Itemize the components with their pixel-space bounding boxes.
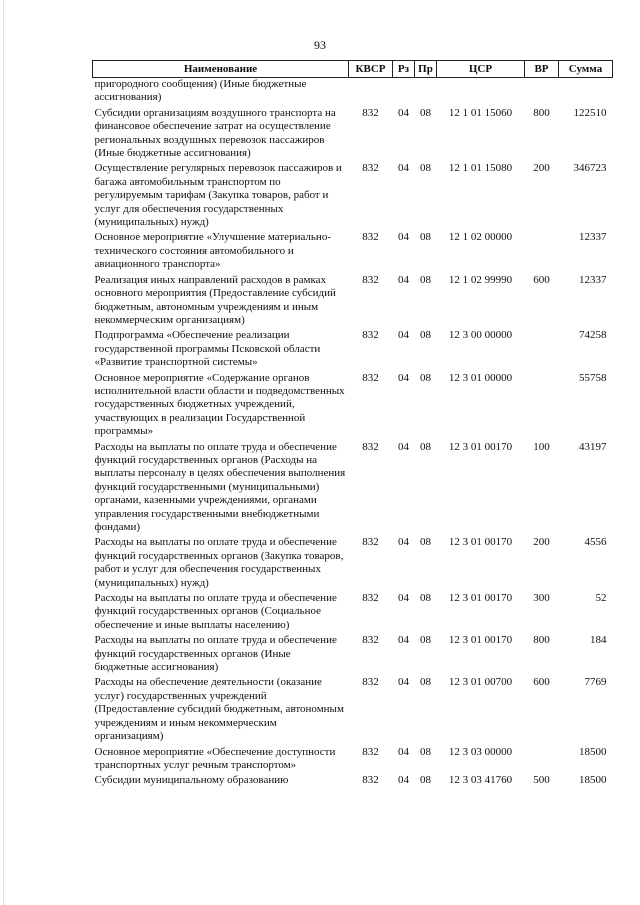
header-kvsr: КВСР: [349, 61, 393, 78]
cell-sum: 18500: [579, 745, 607, 758]
cell-rz: 04: [398, 634, 409, 647]
table-row: [93, 329, 613, 371]
cell-sum: 122510: [573, 106, 607, 119]
cell-vr: 800: [533, 634, 550, 647]
cell-name: пригородного сообщения) (Иные бюджетные ассигнования): [94, 78, 307, 104]
cell-kvsr: 832: [362, 106, 379, 119]
cell-csr: 12 3 01 00170: [448, 536, 513, 549]
cell-vr: [525, 746, 559, 775]
cell-pr: 08: [420, 592, 431, 605]
cell-vr: [525, 231, 559, 273]
table-row: [93, 162, 613, 231]
cell-pr: 08: [420, 106, 431, 119]
cell-pr: 08: [420, 162, 431, 175]
cell-name: Осуществление регулярных перевозок пассажиров и багажа автомобильным транспортом по регулируемым тарифам (Закупка товаров, работ и услуг для обеспечения государственных (муниципальных) нужд): [94, 162, 342, 229]
cell-rz: 04: [398, 231, 409, 244]
cell-pr: 08: [420, 676, 431, 689]
table-row: [93, 536, 613, 592]
cell-pr: 08: [420, 774, 431, 787]
cell-vr: 200: [533, 162, 550, 175]
cell-csr: 12 3 01 00700: [448, 676, 513, 689]
cell-vr: 300: [533, 592, 550, 605]
cell-sum: 74258: [579, 329, 607, 342]
cell-name: Подпрограмма «Обеспечение реализации государственной программы Псковской области «Развитие транспортной системы»: [94, 329, 321, 369]
scan-edge: [3, 0, 5, 905]
table-row: [93, 634, 613, 676]
table-row: [93, 107, 613, 163]
cell-pr: 08: [420, 273, 431, 286]
cell-kvsr: 832: [362, 371, 379, 384]
header-csr: ЦСР: [437, 61, 525, 78]
cell-vr: [525, 78, 559, 107]
cell-rz: 04: [398, 106, 409, 119]
cell-pr: 08: [420, 371, 431, 384]
cell-kvsr: 832: [362, 440, 379, 453]
cell-csr: 12 3 01 00170: [448, 592, 513, 605]
cell-pr: 08: [420, 329, 431, 342]
cell-name: Основное мероприятие «Обеспечение доступности транспортных услуг речным транспортом»: [94, 745, 336, 771]
cell-sum: [559, 78, 613, 107]
header-pr: Пр: [415, 61, 437, 78]
header-name: Наименование: [93, 61, 349, 78]
cell-pr: 08: [420, 745, 431, 758]
cell-sum: 12337: [579, 231, 607, 244]
cell-kvsr: 832: [362, 592, 379, 605]
cell-csr: 12 3 03 41760: [448, 774, 513, 787]
cell-name: Расходы на выплаты по оплате труда и обеспечение функций государственных органов (Расходы на выплаты персоналу в целях обеспечения выполнения функций государственными (муниципальными) органами, казенными учреждениями, органами управления государственными внебюджетными фондами): [94, 440, 346, 533]
cell-sum: 55758: [579, 371, 607, 384]
cell-rz: 04: [398, 329, 409, 342]
cell-vr: [525, 329, 559, 371]
cell-rz: 04: [398, 745, 409, 758]
cell-csr: 12 3 03 00000: [448, 745, 513, 758]
table-row: [93, 746, 613, 775]
cell-vr: [525, 372, 559, 441]
cell-csr: [437, 78, 525, 107]
cell-vr: 100: [533, 440, 550, 453]
cell-sum: 184: [590, 634, 607, 647]
header-rz: Рз: [393, 61, 415, 78]
cell-rz: [393, 78, 415, 107]
cell-vr: 800: [533, 106, 550, 119]
cell-kvsr: 832: [362, 231, 379, 244]
cell-csr: 12 1 02 00000: [448, 231, 513, 244]
cell-rz: 04: [398, 371, 409, 384]
budget-table: [92, 60, 613, 790]
cell-vr: 200: [533, 536, 550, 549]
table-row: [93, 372, 613, 441]
cell-kvsr: 832: [362, 273, 379, 286]
cell-pr: 08: [420, 634, 431, 647]
cell-csr: 12 1 01 15060: [448, 106, 513, 119]
cell-vr: 600: [533, 273, 550, 286]
cell-csr: 12 3 01 00170: [448, 634, 513, 647]
cell-sum: 12337: [579, 273, 607, 286]
cell-vr: 600: [533, 676, 550, 689]
cell-sum: 52: [595, 592, 607, 605]
cell-name: Расходы на выплаты по оплате труда и обеспечение функций государственных органов (Закупка товаров, работ и услуг для обеспечения государственных (муниципальных) нужд): [94, 536, 344, 589]
cell-rz: 04: [398, 440, 409, 453]
cell-pr: 08: [420, 536, 431, 549]
table-header: [93, 61, 613, 78]
cell-kvsr: 832: [362, 634, 379, 647]
cell-pr: [415, 78, 437, 107]
cell-kvsr: 832: [362, 162, 379, 175]
cell-rz: 04: [398, 592, 409, 605]
cell-pr: 08: [420, 440, 431, 453]
table-body: [93, 78, 613, 790]
cell-kvsr: [349, 78, 393, 107]
cell-name: Реализация иных направлений расходов в рамках основного мероприятия (Предоставление субсидий бюджетным, автономным учреждениям и иным некоммерческим организациям): [94, 273, 336, 326]
cell-rz: 04: [398, 162, 409, 175]
table-row: [93, 274, 613, 330]
table-row: [93, 592, 613, 634]
cell-csr: 12 3 00 00000: [448, 329, 513, 342]
cell-sum: 18500: [579, 774, 607, 787]
cell-rz: 04: [398, 536, 409, 549]
cell-kvsr: 832: [362, 774, 379, 787]
cell-kvsr: 832: [362, 329, 379, 342]
cell-kvsr: 832: [362, 676, 379, 689]
cell-name: Субсидии организациям воздушного транспорта на финансовое обеспечение затрат на осуществление региональных воздушных перевозок пассажиров (Иные бюджетные ассигнования): [94, 106, 336, 160]
cell-csr: 12 1 01 15080: [448, 162, 513, 175]
cell-name: Расходы на выплаты по оплате труда и обеспечение функций государственных органов (Социальное обеспечение и иные выплаты населению): [94, 592, 337, 631]
cell-rz: 04: [398, 273, 409, 286]
table-row: [93, 441, 613, 537]
cell-name: Расходы на выплаты по оплате труда и обеспечение функций государственных органов (Иные бюджетные ассигнования): [94, 634, 337, 674]
page-number: 93: [314, 38, 326, 52]
cell-name: Субсидии муниципальному образованию: [94, 774, 289, 787]
cell-pr: 08: [420, 231, 431, 244]
cell-csr: 12 3 01 00000: [448, 371, 513, 384]
cell-name: Основное мероприятие «Содержание органов исполнительной власти области и подведомственных государственных бюджетных учреждений, участвующих в реализации Государственной программы»: [94, 371, 345, 438]
cell-vr: 500: [533, 774, 550, 787]
table-row: [93, 676, 613, 745]
table-row: [93, 774, 613, 789]
cell-rz: 04: [398, 676, 409, 689]
cell-csr: 12 3 01 00170: [448, 440, 513, 453]
table-row: [93, 78, 613, 107]
cell-sum: 43197: [579, 440, 607, 453]
cell-rz: 04: [398, 774, 409, 787]
cell-kvsr: 832: [362, 745, 379, 758]
cell-sum: 7769: [584, 676, 607, 689]
cell-kvsr: 832: [362, 536, 379, 549]
table-row: [93, 231, 613, 273]
cell-name: Основное мероприятие «Улучшение материально-технического состояния автомобильного и авиационного транспорта»: [94, 231, 331, 271]
cell-sum: 346723: [573, 162, 607, 175]
cell-sum: 4556: [584, 536, 607, 549]
cell-csr: 12 1 02 99990: [448, 273, 513, 286]
cell-name: Расходы на обеспечение деятельности (оказание услуг) государственных учреждений (Предоставление субсидий бюджетным, автономным учреждениям и иным некоммерческим организациям): [94, 676, 344, 743]
header-sum: Сумма: [559, 61, 613, 78]
header-vr: ВР: [525, 61, 559, 78]
